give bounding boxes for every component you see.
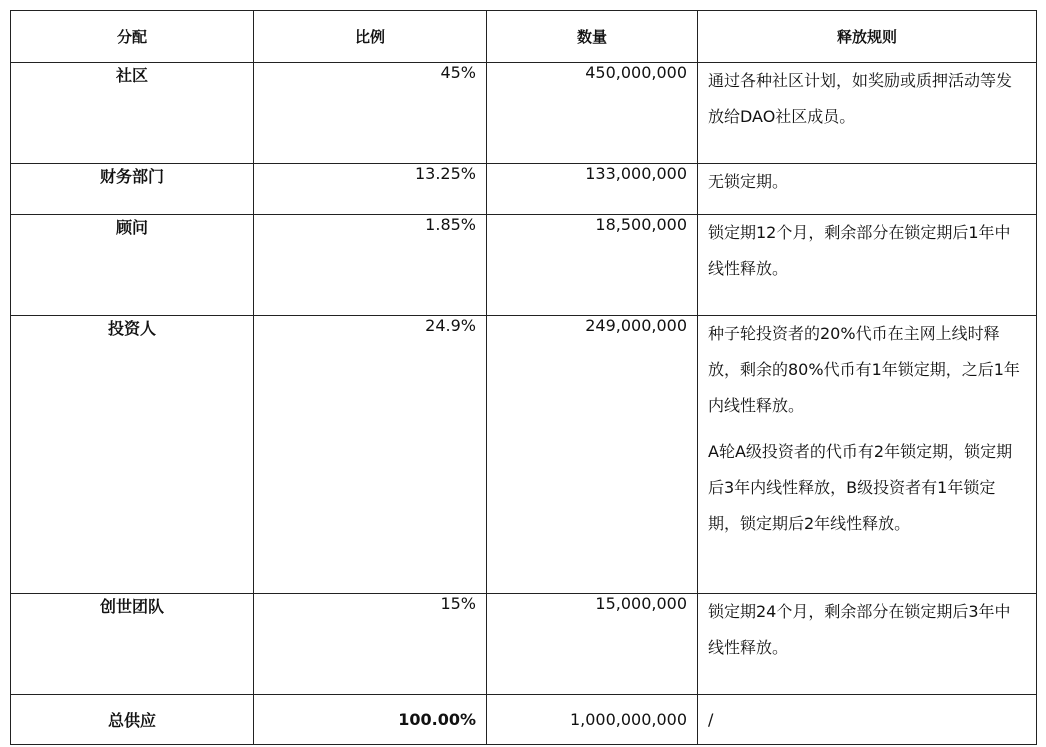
- total-ratio-cell: 100.00%: [254, 695, 487, 745]
- allocation-cell: 创世团队: [11, 594, 254, 695]
- amount-cell: 133,000,000: [487, 164, 698, 215]
- ratio-cell: 13.25%: [254, 164, 487, 215]
- release-rule-text: 种子轮投资者的20%代币在主网上线时释放，剩余的80%代币有1年锁定期，之后1年内线性释放。: [708, 324, 1020, 415]
- release-rule-cell: [698, 63, 1037, 164]
- amount-cell: 15,000,000: [487, 594, 698, 695]
- allocation-cell: 社区: [11, 63, 254, 164]
- release-rule-text: A轮A级投资者的代币有2年锁定期，锁定期后3年内线性释放，B级投资者有1年锁定期，锁定期后2年线性释放。: [708, 442, 1013, 533]
- allocation-cell: 顾问: [11, 215, 254, 316]
- total-amount-cell: 1,000,000,000: [487, 695, 698, 745]
- table-row: [11, 63, 1037, 164]
- header-release-rule: 释放规则: [698, 11, 1037, 63]
- header-amount: 数量: [487, 11, 698, 63]
- header-ratio: 比例: [254, 11, 487, 63]
- ratio-cell: 1.85%: [254, 215, 487, 316]
- table-row: [11, 594, 1037, 695]
- amount-cell: 249,000,000: [487, 316, 698, 594]
- header-allocation: 分配: [11, 11, 254, 63]
- allocation-cell: 财务部门: [11, 164, 254, 215]
- token-allocation-table: [10, 10, 1037, 745]
- amount-cell: 450,000,000: [487, 63, 698, 164]
- total-release-rule-cell: /: [698, 695, 1037, 745]
- release-rule-text: 锁定期12个月，剩余部分在锁定期后1年中线性释放。: [708, 223, 1011, 278]
- allocation-cell: 投资人: [11, 316, 254, 594]
- release-rule-cell: [698, 164, 1037, 215]
- table-row: [11, 316, 1037, 594]
- release-rule-text: 无锁定期。: [708, 172, 789, 191]
- release-rule-text: 通过各种社区计划，如奖励或质押活动等发放给DAO社区成员。: [708, 71, 1013, 126]
- release-rule-cell: [698, 215, 1037, 316]
- table-row: [11, 215, 1037, 316]
- release-rule-text: 锁定期24个月，剩余部分在锁定期后3年中线性释放。: [708, 602, 1011, 657]
- ratio-cell: 15%: [254, 594, 487, 695]
- total-allocation-cell: 总供应: [11, 695, 254, 745]
- release-rule-cell: [698, 316, 1037, 594]
- header-row: [11, 11, 1037, 63]
- table-row: [11, 164, 1037, 215]
- ratio-cell: 24.9%: [254, 316, 487, 594]
- ratio-cell: 45%: [254, 63, 487, 164]
- amount-cell: 18,500,000: [487, 215, 698, 316]
- release-rule-cell: [698, 594, 1037, 695]
- total-row: [11, 695, 1037, 745]
